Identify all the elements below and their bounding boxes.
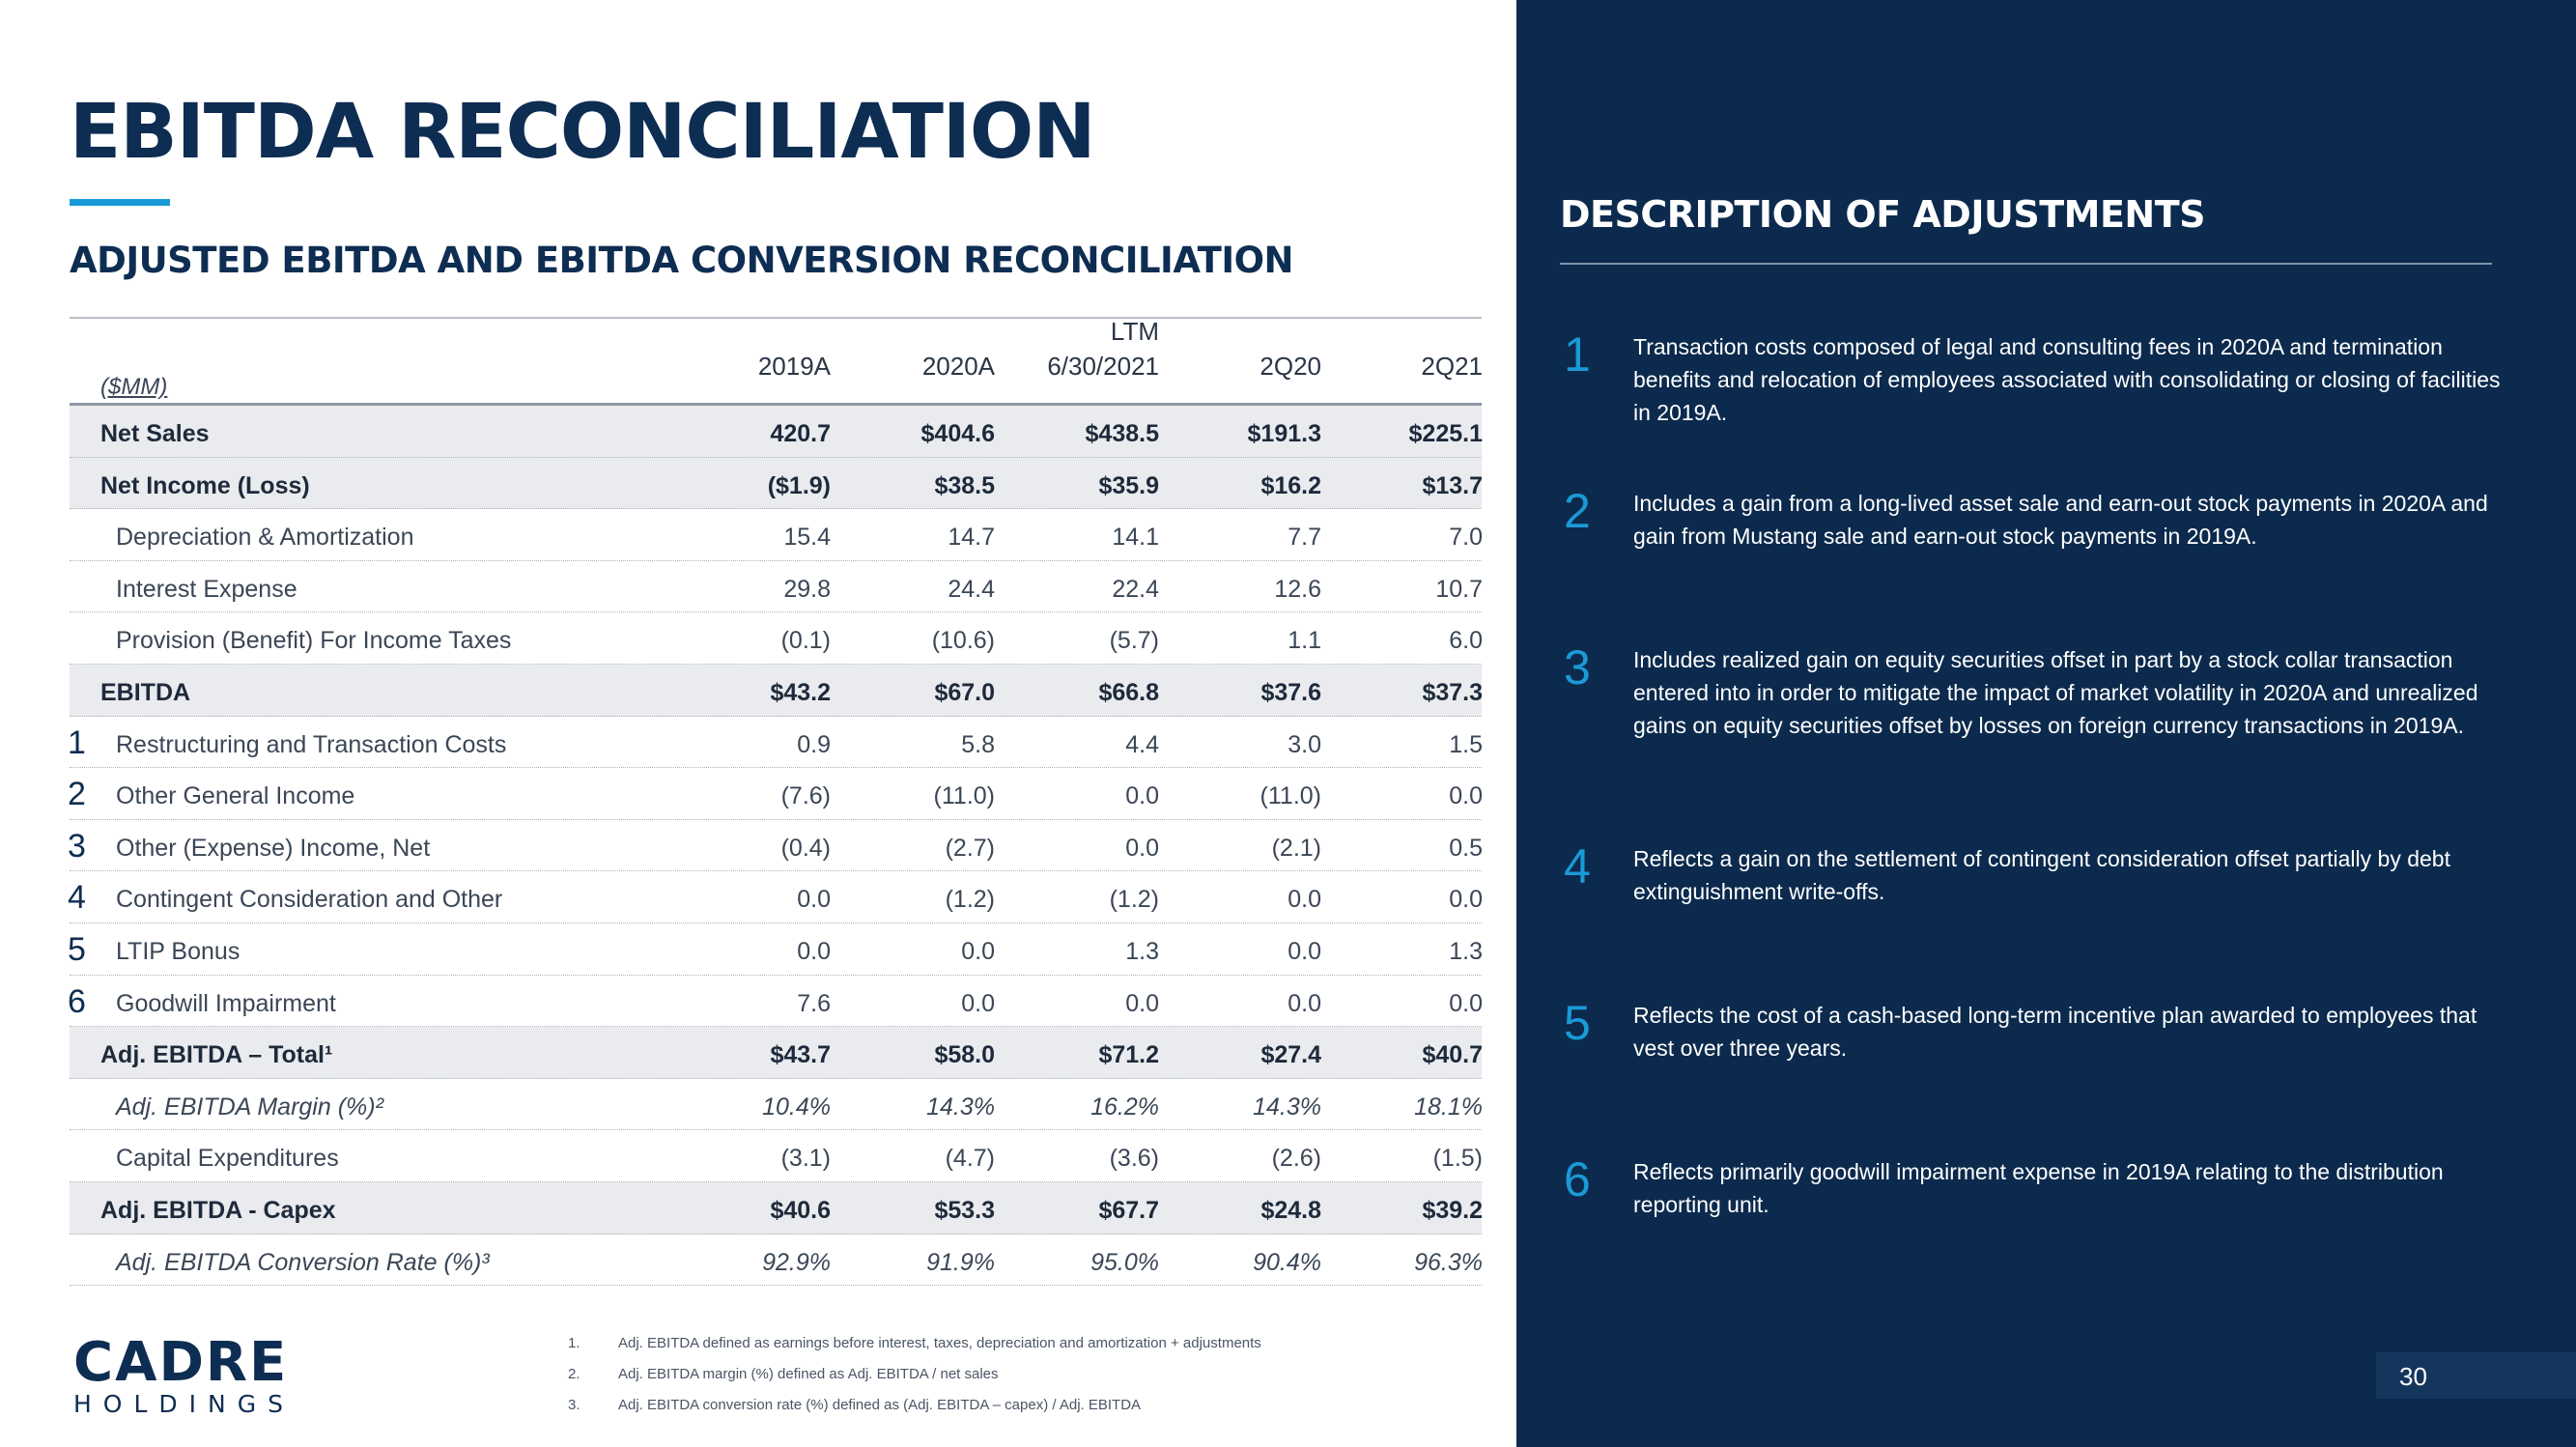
row-value: 90.4% [1253,1248,1321,1276]
row-value: (10.6) [931,627,995,655]
row-value: 0.0 [1125,834,1159,862]
row-label: Adj. EBITDA Margin (%)² [116,1092,383,1121]
row-value: 0.0 [1125,989,1159,1017]
adjustment-item-number: 2 [1564,484,1591,538]
row-value: 0.0 [1125,782,1159,810]
row-value: $66.8 [1098,678,1159,706]
table-row [70,561,1482,613]
row-value: (1.2) [1109,886,1159,914]
page-number: 30 [2399,1362,2427,1391]
row-label: Other (Expense) Income, Net [116,834,431,862]
row-value: 29.8 [783,575,831,603]
table-row [70,1234,1482,1287]
adjustment-item-number: 4 [1564,839,1591,894]
row-value: $225.1 [1408,420,1483,447]
row-value: 5.8 [961,730,995,758]
row-value: 0.0 [1449,782,1483,810]
table-row [70,612,1482,665]
table-row [70,717,1482,769]
row-value: $67.7 [1098,1196,1159,1224]
adjustment-item-text: Reflects the cost of a cash-based long-term incentive plan awarded to employees that vest over three years. [1633,1003,2477,1061]
adjustment-item-number: 6 [1564,1152,1591,1206]
row-value: (0.1) [780,627,831,655]
row-value: $53.3 [934,1196,995,1224]
logo-subtext: HOLDINGS [73,1390,295,1418]
row-value: $67.0 [934,678,995,706]
row-value: (1.2) [945,886,995,914]
row-value: 0.0 [1449,989,1483,1017]
row-value: 0.0 [797,886,831,914]
row-label: LTIP Bonus [116,937,241,965]
row-value: 420.7 [770,420,831,447]
footnote-number: 1. [568,1335,580,1351]
row-value: 0.5 [1449,834,1483,862]
row-value: (11.0) [1260,782,1321,810]
logo-wordmark: CADRE [73,1331,289,1394]
adjustment-number: 3 [68,827,86,865]
unit-label: ($MM) [100,374,168,400]
column-header: 2019A [757,352,831,381]
row-value: $37.3 [1422,678,1483,706]
row-label: Interest Expense [116,575,297,603]
reconciliation-table [68,317,1483,1286]
row-value: 10.7 [1435,575,1483,603]
row-value: (2.7) [945,834,995,862]
row-value: 12.6 [1274,575,1321,603]
row-value: 18.1% [1414,1092,1483,1121]
row-value: 16.2% [1090,1092,1159,1121]
row-value: 24.4 [948,575,995,603]
row-value: (11.0) [933,782,995,810]
adjustment-item-text: Reflects a gain on the settlement of contingent consideration offset partially by debt extinguishment write-offs. [1633,846,2450,904]
column-header: 2Q20 [1260,352,1321,381]
row-value: 14.7 [948,524,995,552]
column-header: LTM 6/30/2021 [1047,317,1159,381]
page-title: EBITDA RECONCILIATION [70,89,1095,176]
row-value: (2.1) [1271,834,1321,862]
table-row [70,1027,1482,1079]
footnote-text: Adj. EBITDA margin (%) defined as Adj. EBITDA / net sales [618,1366,999,1382]
table-row [70,976,1482,1028]
cadre-holdings-logo [73,1331,295,1418]
row-value: $191.3 [1247,420,1321,447]
column-header: 2Q21 [1421,352,1483,381]
row-label: Depreciation & Amortization [116,524,414,552]
row-value: 15.4 [783,524,831,552]
adjustment-item-number: 1 [1564,327,1591,382]
row-label: Goodwill Impairment [116,989,336,1017]
row-label: Provision (Benefit) For Income Taxes [116,627,512,655]
row-label: Restructuring and Transaction Costs [116,730,507,758]
footnote-number: 2. [568,1366,580,1382]
table-row [70,871,1482,923]
adjustment-item-text: Includes a gain from a long-lived asset sale and earn-out stock payments in 2020A and gain from Mustang sale and earn-out stock payments in 2019A. [1633,491,2488,549]
adjustment-item-number: 3 [1564,640,1591,695]
adjustment-item-number: 5 [1564,996,1591,1050]
row-value: 14.1 [1112,524,1159,552]
row-value: (7.6) [780,782,831,810]
table-row [70,1182,1482,1234]
row-value: $38.5 [934,471,995,499]
table-header [70,317,1483,406]
table-row [70,923,1482,976]
row-value: 0.0 [797,937,831,965]
footnote-text: Adj. EBITDA defined as earnings before interest, taxes, depreciation and amortization + adjustments [618,1335,1261,1351]
row-value: $43.7 [770,1041,831,1069]
row-value: 14.3% [926,1092,995,1121]
row-value: 95.0% [1090,1248,1159,1276]
row-value: 1.3 [1125,937,1159,965]
row-value: (4.7) [945,1145,995,1173]
row-value: $13.7 [1422,471,1483,499]
table-row [70,1130,1482,1182]
row-value: $27.4 [1260,1041,1321,1069]
description-title: DESCRIPTION OF ADJUSTMENTS [1560,193,2205,236]
table-row [70,406,1482,458]
table-row [70,1079,1482,1131]
row-value: $16.2 [1260,471,1321,499]
row-value: $37.6 [1260,678,1321,706]
row-value: (0.4) [780,834,831,862]
row-label: Net Sales [100,420,210,447]
row-value: $40.7 [1422,1041,1483,1069]
table-row [70,509,1482,561]
adjustment-item-text: Includes realized gain on equity securities offset in part by a stock collar transaction entered into in order to mitigate the impact of market volatility in 2020A and unrealized gains on equity securities offset by losses on foreign currency transactions in 2019A. [1633,647,2478,738]
table-row [70,768,1482,820]
row-value: 91.9% [926,1248,995,1276]
row-label: Contingent Consideration and Other [116,886,503,914]
row-value: 1.1 [1288,627,1321,655]
row-value: 10.4% [762,1092,831,1121]
row-value: 3.0 [1288,730,1321,758]
row-value: 0.0 [961,989,995,1017]
row-value: 96.3% [1414,1248,1483,1276]
row-label: EBITDA [100,678,191,706]
row-value: 0.9 [797,730,831,758]
row-value: 14.3% [1253,1092,1321,1121]
row-value: 0.0 [1288,989,1321,1017]
row-label: Capital Expenditures [116,1145,339,1173]
row-value: $404.6 [920,420,995,447]
title-accent-bar [70,199,170,206]
row-value: (3.6) [1109,1145,1159,1173]
adjustment-number: 5 [68,930,86,968]
row-value: $43.2 [770,678,831,706]
row-value: 22.4 [1112,575,1159,603]
row-value: (3.1) [780,1145,831,1173]
row-value: 1.3 [1449,937,1483,965]
row-value: $24.8 [1260,1196,1321,1224]
row-value: 1.5 [1449,730,1483,758]
table-row [70,820,1482,872]
row-value: $71.2 [1098,1041,1159,1069]
row-value: 0.0 [1449,886,1483,914]
footnote-number: 3. [568,1397,580,1413]
row-value: (1.5) [1432,1145,1483,1173]
row-value: (5.7) [1109,627,1159,655]
row-value: 7.0 [1449,524,1483,552]
row-value: $438.5 [1085,420,1159,447]
row-value: $39.2 [1422,1196,1483,1224]
adjustment-number: 4 [68,879,86,917]
adjustment-number: 6 [68,982,86,1020]
adjustment-number: 2 [68,776,86,813]
row-label: Adj. EBITDA - Capex [100,1196,336,1224]
adjustment-number: 1 [68,724,86,761]
adjustment-item-text: Transaction costs composed of legal and consulting fees in 2020A and termination benefits and relocation of employees associated with consolidating or closing of facilities in 2019A. [1633,334,2501,425]
row-value: 92.9% [762,1248,831,1276]
row-value: 0.0 [961,937,995,965]
table-body [70,406,1482,1286]
row-label: Other General Income [116,782,355,810]
row-value: (2.6) [1271,1145,1321,1173]
row-value: 4.4 [1125,730,1159,758]
row-value: 0.0 [1288,937,1321,965]
row-label: Net Income (Loss) [100,471,310,499]
row-value: $40.6 [770,1196,831,1224]
row-value: $58.0 [934,1041,995,1069]
footnote-text: Adj. EBITDA conversion rate (%) defined as (Adj. EBITDA – capex) / Adj. EBITDA [618,1397,1142,1413]
table-row [70,665,1482,717]
column-header: 2020A [921,352,995,381]
table-row [70,458,1482,510]
row-value: 7.6 [797,989,831,1017]
adjustment-item-text: Reflects primarily goodwill impairment expense in 2019A relating to the distribution reporting unit. [1633,1159,2444,1217]
row-value: 0.0 [1288,886,1321,914]
description-divider [1560,263,2492,265]
row-value: ($1.9) [767,471,831,499]
row-label: Adj. EBITDA – Total¹ [100,1041,333,1069]
row-value: $35.9 [1098,471,1159,499]
table-title: ADJUSTED EBITDA AND EBITDA CONVERSION RECONCILIATION [70,240,1294,281]
row-value: 7.7 [1288,524,1321,552]
subtitle-divider [70,317,1482,319]
row-label: Adj. EBITDA Conversion Rate (%)³ [116,1248,490,1276]
row-value: 6.0 [1449,627,1483,655]
